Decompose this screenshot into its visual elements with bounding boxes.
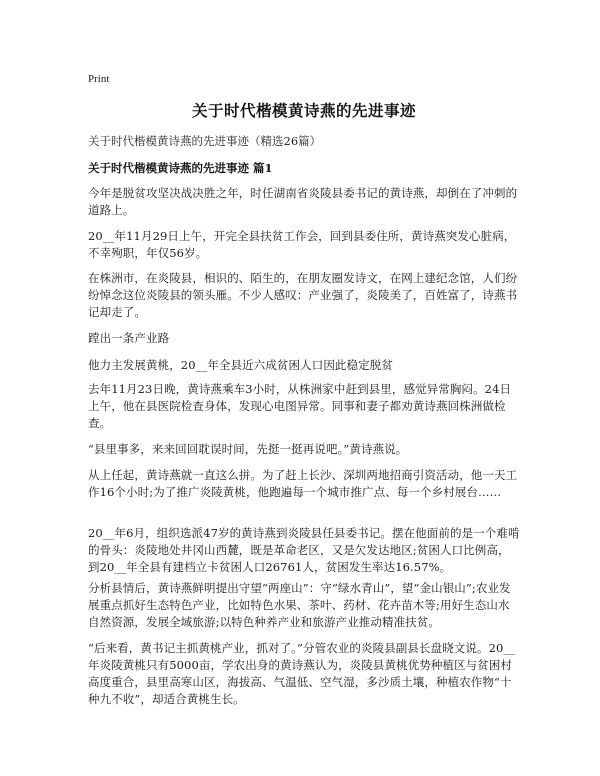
paragraph: 蹚出一条产业路 bbox=[88, 331, 170, 345]
page-title: 关于时代楷模黄诗燕的先进事迹 bbox=[191, 101, 416, 120]
paragraph: 20__年6月，组织选派47岁的黄诗燕到炎陵县任县委书记。摆在他面前的是一个难啃的骨头：炎陵地处井冈山西麓，既是革命老区，又是欠发达地区;贫困人口比例高，到20__年全县有建档立卡贫困人口26761人，贫困发生率达16.57%。 bbox=[88, 526, 520, 574]
print-label: Print bbox=[88, 73, 110, 85]
document-subtitle: 关于时代楷模黄诗燕的先进事迹（精选26篇） bbox=[88, 134, 322, 148]
paragraph: 从上任起，黄诗燕就一直这么拼。为了赶上长沙、深圳两地招商引资活动，他一天工作16个小时;为了推广炎陵黄桃，他跑遍每一个城市推广点、每一个乡村展台…… bbox=[88, 468, 518, 499]
paragraph: 在株洲市，在炎陵县，相识的、陌生的，在朋友圈发诗文，在网上建纪念馆，人们纷纷悼念这位炎陵县的领头雁。不少人感叹：产业强了，炎陵美了，百姓富了，诗燕书记却走了。 bbox=[88, 271, 518, 319]
paragraph: “后来看，黄书记主抓黄桃产业，抓对了。”分管农业的炎陵县副县长盘晓文说。20__年炎陵黄桃只有5000亩，学农出身的黄诗燕认为，炎陵县黄桃优势种植区与贫困村高度重合，县里高寒山区，海拔高、气温低、空气湿，多沙质土壤，种植农作物“十种九不收”，却适合黄桃生长。 bbox=[88, 641, 516, 706]
paragraph: 去年11月23日晚，黄诗燕乘车3小时，从株洲家中赶到县里，感觉异常胸闷。24日上午，他在县医院检查身体，发现心电图异常。同事和妻子都劝黄诗燕回株洲做检查。 bbox=[88, 382, 512, 430]
section-heading: 关于时代楷模黄诗燕的先进事迹 篇1 bbox=[88, 161, 273, 175]
paragraph: 分析县情后，黄诗燕鲜明提出守望“两座山”：守“绿水青山”，望“金山银山”;农业发展重点抓好生态特色产业，比如特色水果、茶叶、药材、花卉苗木等;用好生态山水自然资源，发展全域旅游;以特色种养产业和旅游产业推动精准扶贫。 bbox=[88, 581, 511, 629]
paragraph: 他力主发展黄桃，20__年全县近六成贫困人口因此稳定脱贫 bbox=[88, 358, 393, 372]
paragraph: 20__年11月29日上午，开完全县扶贫工作会，回到县委住所，黄诗燕突发心脏病，不幸殉职，年仅56岁。 bbox=[88, 229, 516, 260]
paragraph: 今年是脱贫攻坚决战决胜之年，时任湖南省炎陵县委书记的黄诗燕，却倒在了冲刺的道路上。 bbox=[88, 186, 518, 217]
paragraph: “县里事多，来来回回耽误时间，先挺一挺再说吧。”黄诗燕说。 bbox=[88, 442, 408, 456]
